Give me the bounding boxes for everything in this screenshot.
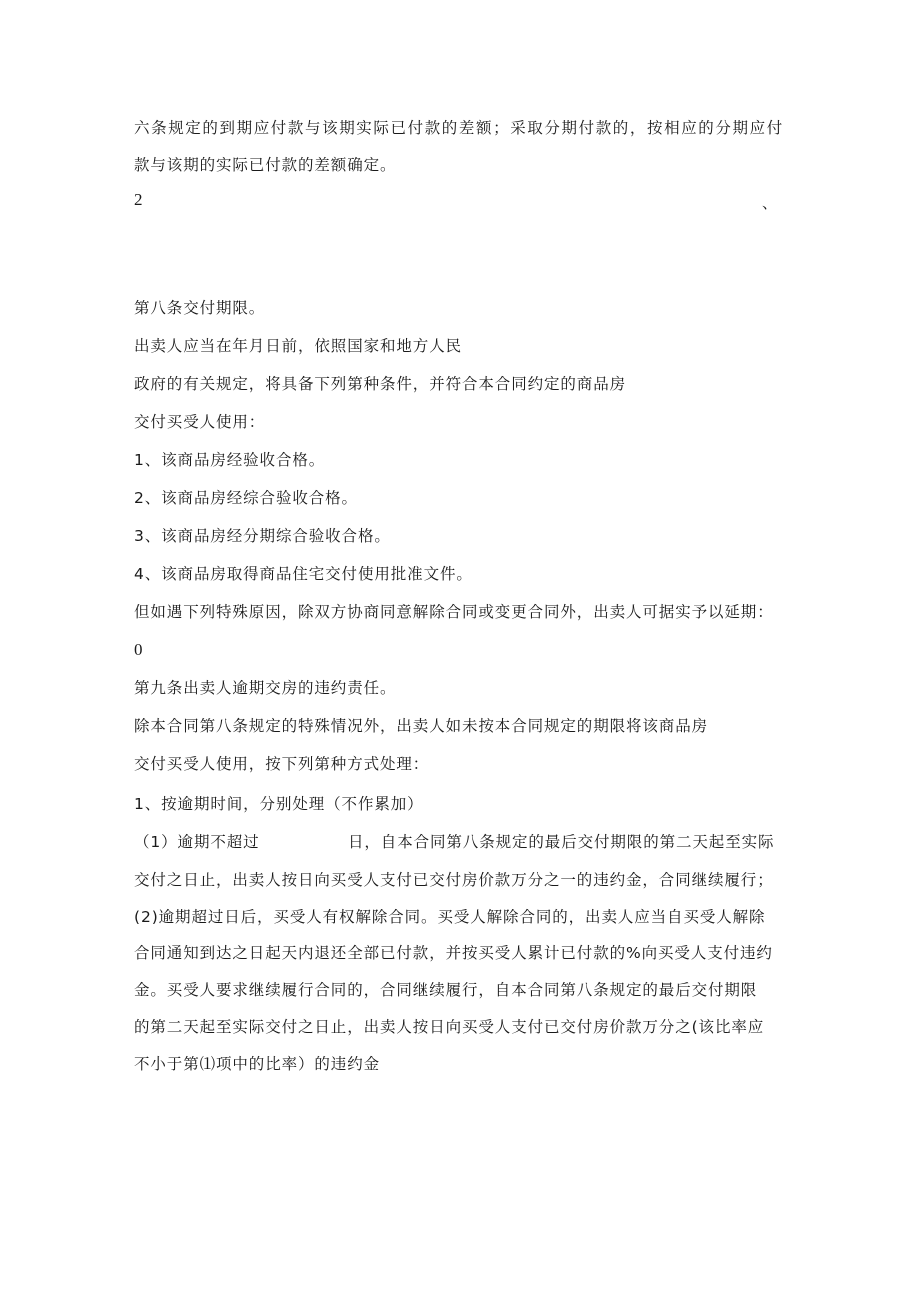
text-line: 款与该期的实际已付款的差额确定。: [134, 156, 397, 174]
list-item: 3、该商品房经分期综合验收合格。: [134, 527, 391, 545]
text-line: 0: [134, 640, 144, 659]
item-number: 2: [134, 190, 144, 209]
text-line: 政府的有关规定，将具备下列第种条件，并符合本合同约定的商品房: [134, 375, 627, 393]
text-line: 金。买受人要求继续履行合同的，合同继续履行，自本合同第八条规定的最后交付期限: [134, 981, 758, 999]
text-line: 除本合同第八条规定的特殊情况外，出卖人如未按本合同规定的期限将该商品房: [134, 717, 709, 735]
text-line: 合同通知到达之日起天内退还全部已付款，并按买受人累计已付款的%向买受人支付违约: [134, 944, 773, 962]
list-item: 4、该商品房取得商品住宅交付使用批准文件。: [134, 565, 473, 583]
text-line: 交付买受人使用：: [134, 413, 266, 431]
text-line: （1）逾期不超过: [134, 833, 260, 851]
text-line: 出卖人应当在年月日前，依照国家和地方人民: [134, 337, 463, 355]
text-line: 交付之日止，出卖人按日向买受人支付已交付房价款万分之一的违约金，合同继续履行；: [134, 871, 774, 889]
text-line: 六条规定的到期应付款与该期实际已付款的差额；采取分期付款的，按相应的分期应付: [134, 119, 784, 137]
list-item: 2、该商品房经综合验收合格。: [134, 489, 358, 507]
text-line: 不小于第⑴项中的比率）的违约金: [134, 1055, 381, 1073]
text-line: (2)逾期超过日后，买受人有权解除合同。买受人解除合同的，出卖人应当自买受人解除: [134, 908, 766, 926]
section-heading: 第九条出卖人逾期交房的违约责任。: [134, 679, 397, 697]
text-line: 、: [762, 194, 778, 212]
text-line: 交付买受人使用，按下列第种方式处理：: [134, 755, 430, 773]
text-line: 日，自本合同第八条规定的最后交付期限的第二天起至实际: [348, 833, 775, 851]
section-heading: 第八条交付期限。: [134, 299, 266, 317]
text-line: 但如遇下列特殊原因，除双方协商同意解除合同或变更合同外，出卖人可据实予以延期：: [134, 603, 774, 621]
list-item: 1、该商品房经验收合格。: [134, 451, 326, 469]
list-item: 1、按逾期时间，分别处理（不作累加）: [134, 795, 424, 813]
text-line: 的第二天起至实际交付之日止，出卖人按日向买受人支付已交付房价款万分之(该比率应: [134, 1018, 765, 1036]
